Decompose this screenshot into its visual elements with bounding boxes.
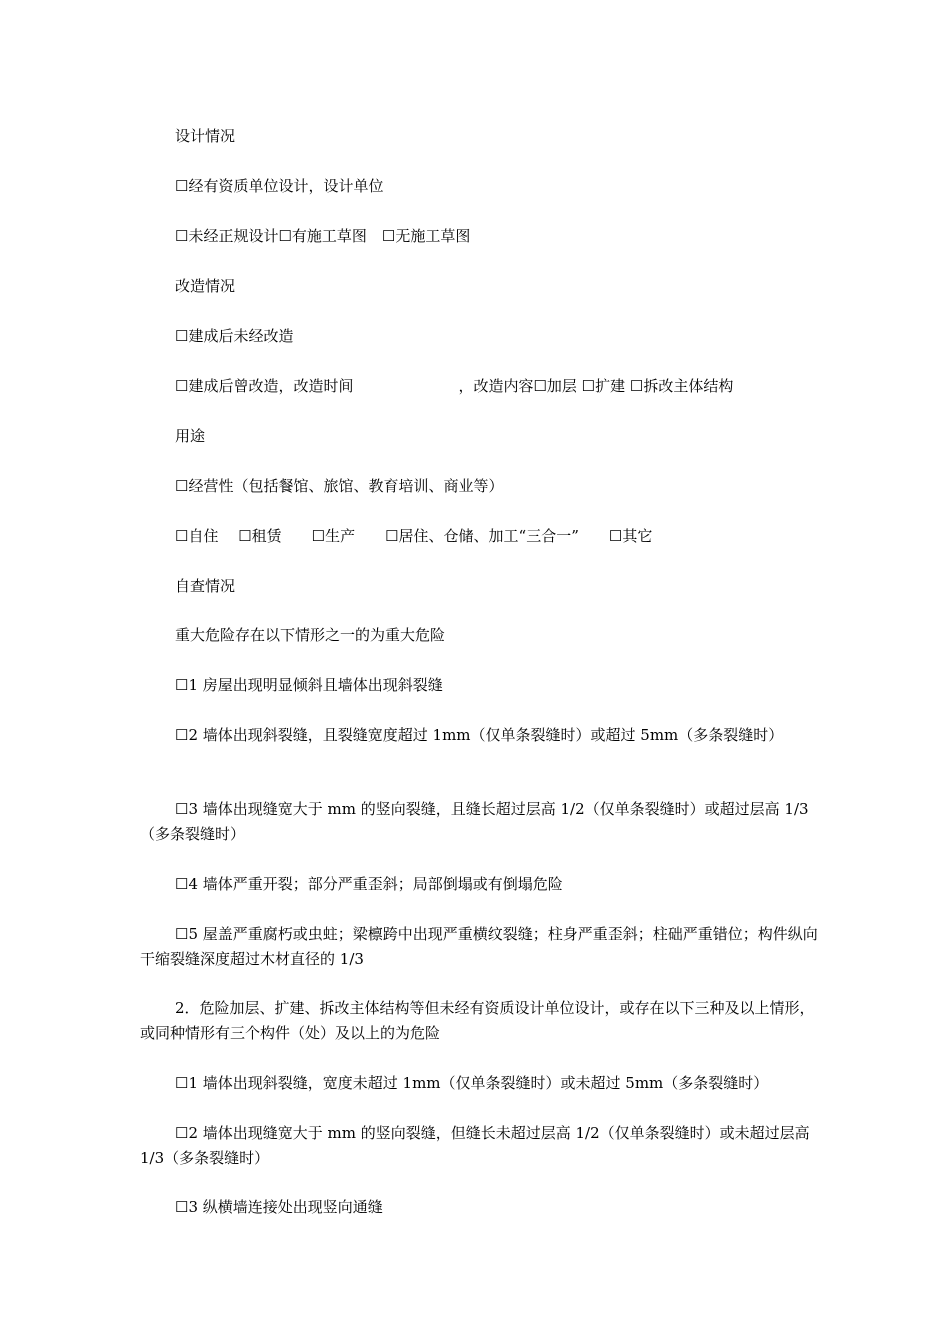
major-danger-intro: 重大危险存在以下情形之一的为重大危险 <box>175 626 446 644</box>
option-renovated: ☐建成后曾改造，改造时间 ，改造内容☐加层 ☐扩建 ☐拆改主体结构 <box>175 377 734 395</box>
danger-intro: 2．危险加层、扩建、拆改主体结构等但未经有资质设计单位设计，或存在以下三种及以上情形，或同种情形有三个构件（处）及以上的为危险 <box>140 999 815 1042</box>
option-not-renovated: ☐建成后未经改造 <box>175 327 294 345</box>
option-commercial: ☐经营性（包括餐馆、旅馆、教育培训、商业等） <box>175 477 504 495</box>
heading-design: 设计情况 <box>175 127 236 145</box>
major-danger-item-3: ☐3 墙体出现缝宽大于 mm 的竖向裂缝，且缝长超过层高 1/2（仅单条裂缝时）或超过层高 1/3（多条裂缝时） <box>140 800 809 843</box>
danger-item-1: ☐1 墙体出现斜裂缝，宽度未超过 1mm（仅单条裂缝时）或未超过 5mm（多条裂缝时） <box>175 1074 769 1092</box>
danger-item-2: ☐2 墙体出现缝宽大于 mm 的竖向裂缝，但缝长未超过层高 1/2（仅单条裂缝时）或未超过层高 1/3（多条裂缝时） <box>140 1124 815 1167</box>
option-usage-types: ☐自住 ☐租赁 ☐生产 ☐居住、仓储、加工“三合一” ☐其它 <box>175 527 653 545</box>
option-unregulated-design: ☐未经正规设计☐有施工草图 ☐无施工草图 <box>175 227 471 245</box>
major-danger-item-1: ☐1 房屋出现明显倾斜且墙体出现斜裂缝 <box>175 676 443 694</box>
major-danger-item-2: ☐2 墙体出现斜裂缝，且裂缝宽度超过 1mm（仅单条裂缝时）或超过 5mm（多条裂缝时） <box>175 726 784 744</box>
option-qualified-design: ☐经有资质单位设计，设计单位 <box>175 177 384 195</box>
heading-renovation: 改造情况 <box>175 277 236 295</box>
danger-item-3: ☐3 纵横墙连接处出现竖向通缝 <box>175 1198 383 1216</box>
heading-usage: 用途 <box>175 427 206 445</box>
major-danger-item-4: ☐4 墙体严重开裂；部分严重歪斜；局部倒塌或有倒塌危险 <box>175 875 563 893</box>
major-danger-item-5: ☐5 屋盖严重腐朽或虫蛀；梁檩跨中出现严重横纹裂缝；柱身严重歪斜；柱础严重错位；构件纵向干缩裂缝深度超过木材直径的 1/3 <box>140 925 818 968</box>
heading-self-check: 自查情况 <box>175 577 236 595</box>
